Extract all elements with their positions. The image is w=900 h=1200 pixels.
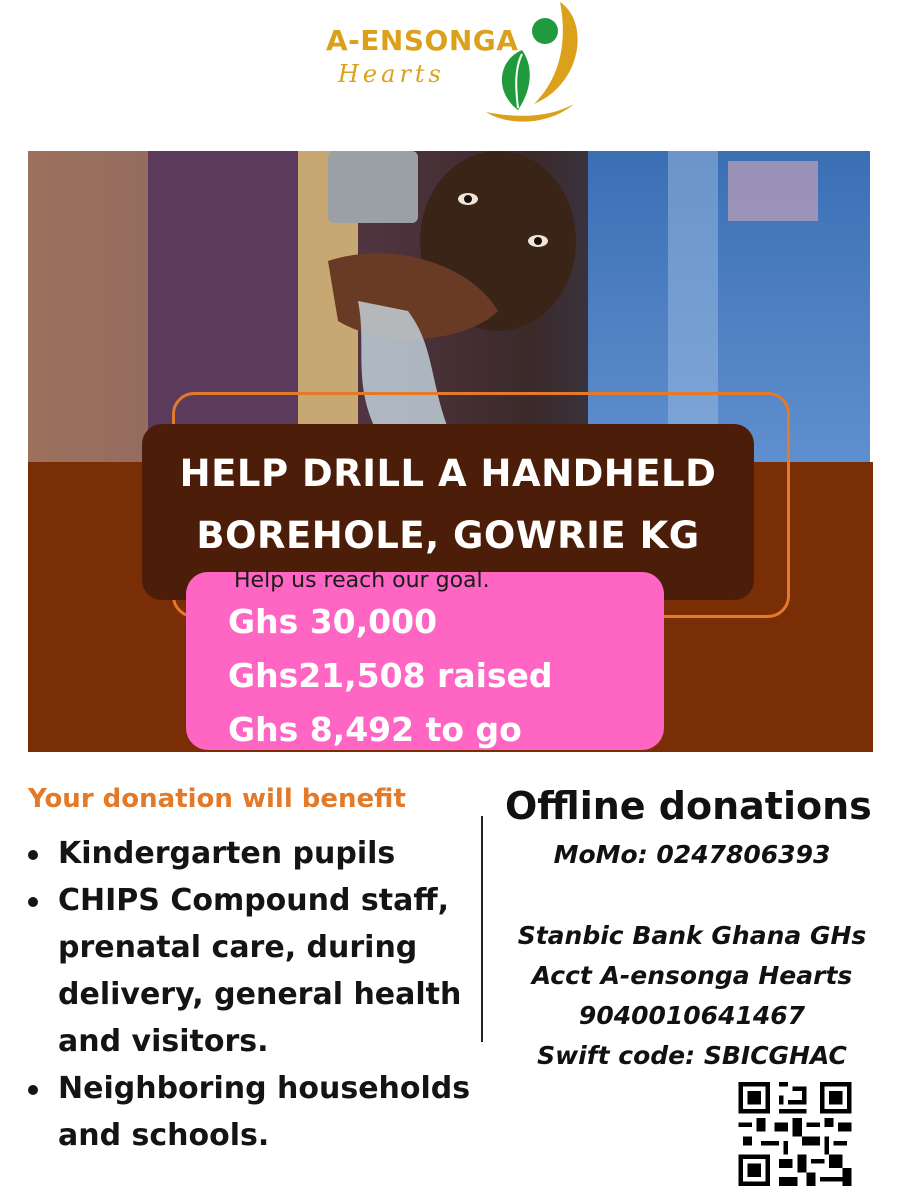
campaign-title-line1: HELP DRILL A HANDHELD — [179, 452, 717, 495]
goal-amount: Ghs 30,000 — [228, 602, 438, 641]
raised-amount: Ghs21,508 raised — [228, 656, 553, 695]
benefit-text: Kindergarten pupils — [58, 836, 396, 871]
benefit-text: CHIPS Compound staff, prenatal care, during delivery, general health and visitors. — [58, 883, 462, 1059]
offline-donations-title: Offline donations — [505, 784, 872, 828]
account-number: 9040010641467 — [578, 1001, 806, 1030]
logo-wordmark: A-ENSONGA — [326, 24, 519, 57]
list-item — [22, 877, 482, 1065]
bullet-icon — [28, 897, 38, 907]
column-divider — [481, 816, 483, 1042]
list-item — [22, 1065, 482, 1159]
account-name: Acct A-ensonga Hearts — [531, 961, 853, 990]
bank-name: Stanbic Bank Ghana GHs — [517, 921, 867, 950]
remaining-amount: Ghs 8,492 to go — [228, 710, 522, 749]
bullet-icon — [28, 1085, 38, 1095]
qr-code-icon[interactable] — [738, 1082, 852, 1186]
benefits-heading: Your donation will benefit — [28, 784, 406, 814]
benefit-text: Neighboring households and schools. — [58, 1071, 471, 1153]
benefits-list — [22, 830, 482, 1159]
logo-tagline: Hearts — [338, 60, 445, 88]
swift-code: Swift code: SBICGHAC — [537, 1041, 847, 1070]
logo-hands-leaf-icon — [478, 0, 588, 128]
goal-note: Help us reach our goal. — [234, 568, 490, 593]
list-item — [22, 830, 482, 877]
campaign-title-line2: BOREHOLE, GOWRIE KG — [196, 514, 700, 557]
bullet-icon — [28, 850, 38, 860]
momo-number: MoMo: 0247806393 — [553, 840, 831, 869]
